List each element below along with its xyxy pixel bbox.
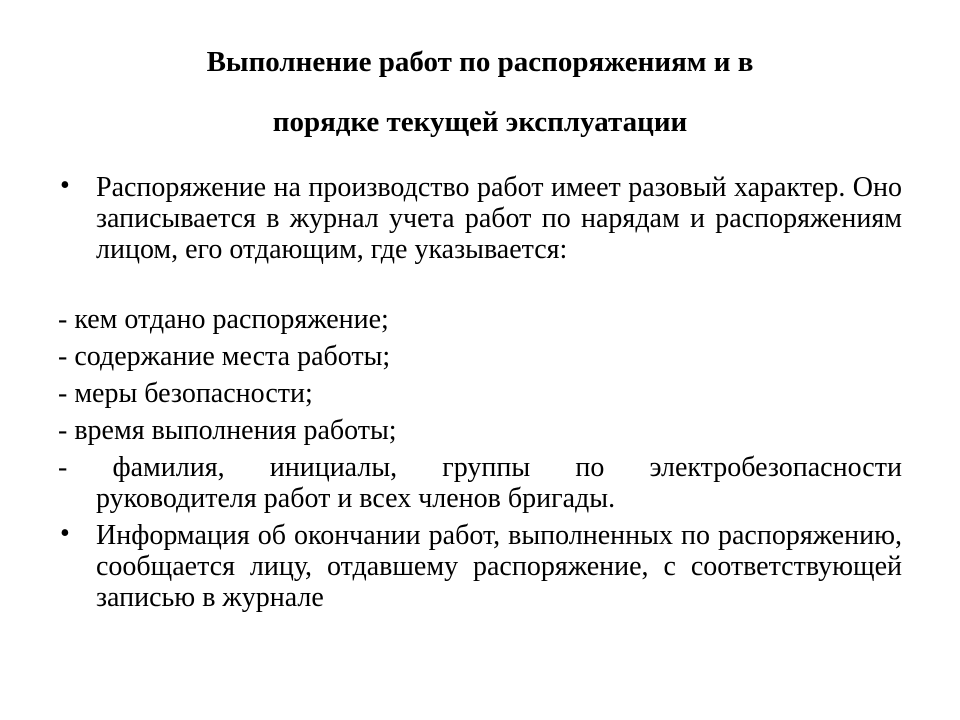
word: электробезопасности: [649, 452, 902, 483]
bullet-icon: •: [60, 518, 70, 549]
list-item-issued-by: - кем отдано распоряжение;: [58, 304, 389, 335]
word: по: [575, 452, 605, 483]
paragraph-order-description: Распоряжение на производство работ имеет разовый характер. Оно записывается в журнал учета работ по нарядам и распоряжениям лицом, его отдающим, где указывается:: [96, 172, 902, 265]
paragraph-completion-info: Информация об окончании работ, выполненных по распоряжению, сообщается лицу, отдавшему распоряжение, с соответствующей записью в журнале: [96, 520, 902, 613]
list-item-crew-info-continuation: руководителя работ и всех членов бригады.: [96, 483, 616, 514]
list-item-crew-info-first-line: [58, 452, 902, 483]
word: группы: [442, 452, 531, 483]
list-item-crew-info: [58, 452, 902, 514]
slide-title-line-2: порядке текущей эксплуатации: [272, 106, 688, 138]
word: фамилия,: [112, 452, 225, 483]
bullet-icon: •: [60, 170, 70, 201]
list-item-work-time: - время выполнения работы;: [58, 415, 397, 446]
slide-title-line-1: Выполнение работ по распоряжениям и в: [206, 46, 754, 78]
word: -: [58, 452, 68, 483]
word: инициалы,: [269, 452, 398, 483]
list-item-safety-measures: - меры безопасности;: [58, 378, 313, 409]
list-item-work-place: - содержание места работы;: [58, 341, 391, 372]
